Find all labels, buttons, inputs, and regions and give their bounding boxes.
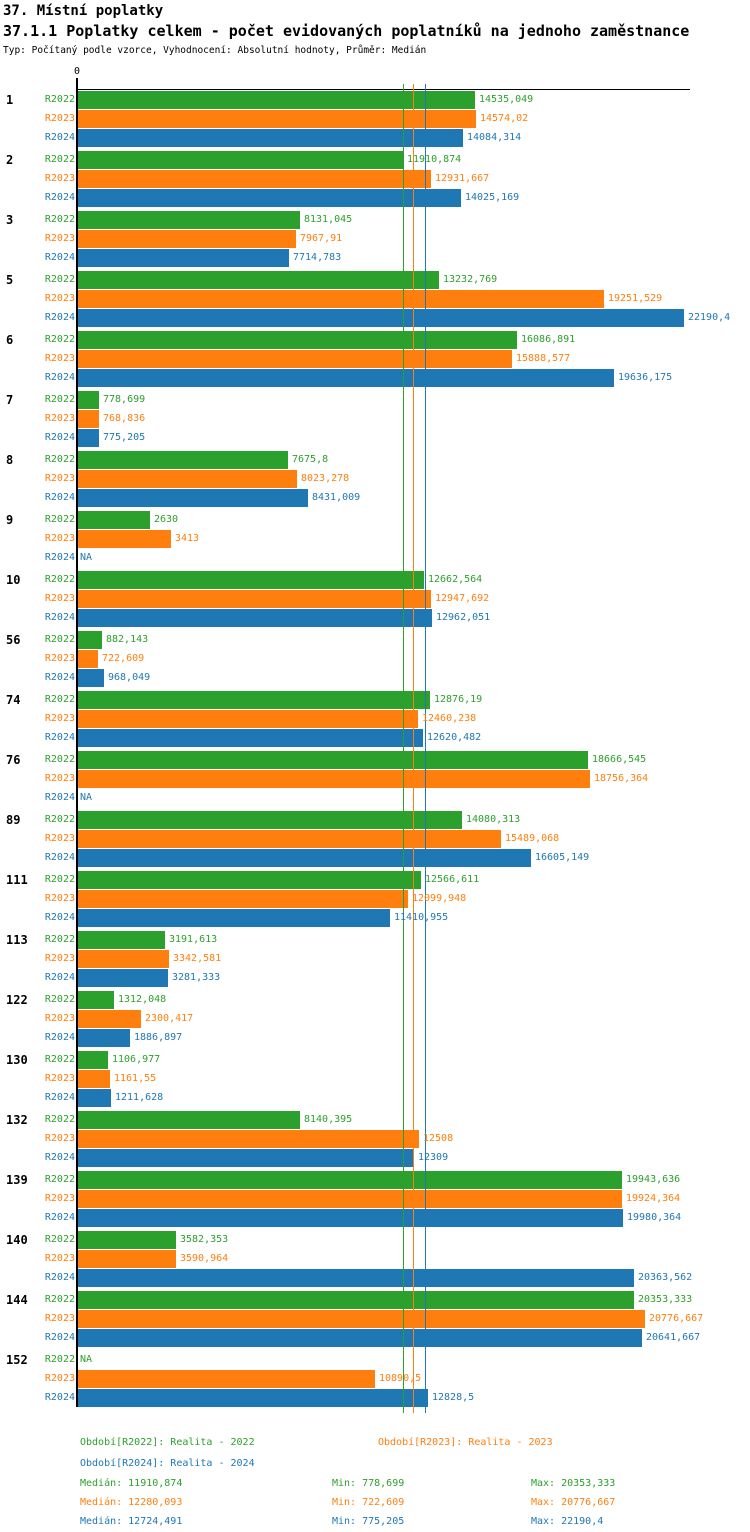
value-bar	[78, 729, 423, 747]
value-bar	[78, 871, 421, 889]
value-bar	[78, 129, 463, 147]
value-label: 2630	[154, 514, 179, 525]
series-row-label: R2024	[44, 372, 75, 383]
group-label: 139	[6, 1173, 28, 1187]
series-row-label: R2023	[44, 713, 75, 724]
group-label: 9	[6, 513, 14, 527]
value-label: 14025,169	[465, 192, 520, 203]
value-label: 19636,175	[618, 372, 673, 383]
series-row-label: R2022	[44, 1354, 75, 1365]
value-label: 18756,364	[594, 773, 649, 784]
page-title: 37. Místní poplatky	[3, 3, 164, 19]
value-bar	[78, 211, 300, 229]
value-label: 12828,5	[432, 1392, 475, 1403]
series-row-label: R2023	[44, 1013, 75, 1024]
legend-min-r2022: Min: 778,699	[332, 1478, 405, 1489]
value-bar	[78, 1370, 375, 1388]
series-row-label: R2022	[44, 874, 75, 885]
value-bar	[78, 571, 424, 589]
x-axis-line	[76, 89, 690, 90]
legend-median-r2022: Medián: 11910,874	[80, 1478, 183, 1489]
value-label: 768,836	[103, 413, 146, 424]
series-row-label: R2022	[44, 274, 75, 285]
series-row-label: R2024	[44, 1332, 75, 1343]
value-label: 3590,964	[180, 1253, 229, 1264]
value-bar	[78, 1231, 176, 1249]
value-label: 7967,91	[300, 233, 343, 244]
value-bar	[78, 410, 99, 428]
value-label: 12099,948	[412, 893, 467, 904]
chart-meta-line: Typ: Počítaný podle vzorce, Vyhodnocení: Absolutní hodnoty, Průměr: Medián	[3, 45, 427, 56]
series-row-label: R2023	[44, 353, 75, 364]
series-row-label: R2022	[44, 214, 75, 225]
group-label: 1	[6, 93, 14, 107]
series-row-label: R2023	[44, 413, 75, 424]
series-row-label: R2024	[44, 1152, 75, 1163]
value-bar	[78, 511, 150, 529]
series-row-label: R2022	[44, 1294, 75, 1305]
value-bar	[78, 1111, 300, 1129]
value-bar	[78, 1089, 111, 1107]
value-bar	[78, 849, 531, 867]
value-bar	[78, 230, 296, 248]
value-label: 12962,051	[436, 612, 491, 623]
value-label: 19924,364	[626, 1193, 681, 1204]
series-row-label: R2023	[44, 1073, 75, 1084]
series-row-label: R2022	[44, 754, 75, 765]
group-label: 10	[6, 573, 21, 587]
value-bar	[78, 350, 512, 368]
value-bar	[78, 249, 289, 267]
series-row-label: R2024	[44, 1092, 75, 1103]
value-bar	[78, 691, 430, 709]
value-label: 8023,278	[301, 473, 350, 484]
value-bar	[78, 331, 517, 349]
series-row-label: R2023	[44, 113, 75, 124]
series-row-label: R2022	[44, 574, 75, 585]
value-label: 12309	[418, 1152, 449, 1163]
value-bar	[78, 1209, 623, 1227]
series-row-label: R2023	[44, 953, 75, 964]
legend-period-r2023: Období[R2023]: Realita - 2023	[378, 1437, 553, 1448]
value-label: 14080,313	[466, 814, 521, 825]
value-label: 20776,667	[649, 1313, 704, 1324]
value-bar	[78, 811, 462, 829]
value-bar	[78, 590, 431, 608]
value-bar	[78, 650, 98, 668]
series-row-label: R2024	[44, 972, 75, 983]
value-bar	[78, 669, 104, 687]
value-bar	[78, 710, 418, 728]
value-label: 19251,529	[608, 293, 663, 304]
legend-median-r2024: Medián: 12724,491	[80, 1516, 183, 1527]
series-row-label: R2023	[44, 893, 75, 904]
value-bar	[78, 950, 169, 968]
series-row-label: R2024	[44, 132, 75, 143]
group-label: 152	[6, 1353, 28, 1367]
series-row-label: R2024	[44, 432, 75, 443]
value-label: 11410,955	[394, 912, 449, 923]
series-row-label: R2024	[44, 612, 75, 623]
value-bar	[78, 909, 390, 927]
value-bar	[78, 530, 171, 548]
series-row-label: R2022	[44, 1174, 75, 1185]
value-bar	[78, 1010, 141, 1028]
value-label: 12662,564	[428, 574, 483, 585]
value-label: 775,205	[103, 432, 146, 443]
chart-title: 37.1.1 Poplatky celkem - počet evidovaných poplatníků na jednoho zaměstnance	[3, 22, 690, 40]
x-axis-zero-label: 0	[73, 66, 81, 77]
legend-period-r2022: Období[R2022]: Realita - 2022	[80, 1437, 255, 1448]
group-label: 2	[6, 153, 14, 167]
legend-period-r2024: Období[R2024]: Realita - 2024	[80, 1458, 255, 1469]
series-row-label: R2022	[44, 154, 75, 165]
median-line-r2022	[403, 84, 404, 1413]
group-label: 113	[6, 933, 28, 947]
value-label: 14084,314	[467, 132, 522, 143]
value-bar	[78, 91, 475, 109]
series-row-label: R2023	[44, 533, 75, 544]
value-bar	[78, 751, 588, 769]
series-row-label: R2024	[44, 492, 75, 503]
series-row-label: R2022	[44, 1054, 75, 1065]
value-label: 11910,874	[407, 154, 462, 165]
value-bar	[78, 271, 439, 289]
value-label: 20353,333	[638, 1294, 693, 1305]
value-label: 8131,045	[304, 214, 353, 225]
series-row-label: R2023	[44, 473, 75, 484]
series-row-label: R2024	[44, 852, 75, 863]
series-row-label: R2022	[44, 94, 75, 105]
value-label: 16086,891	[521, 334, 576, 345]
value-bar	[78, 151, 403, 169]
series-row-label: R2024	[44, 672, 75, 683]
value-label: 19980,364	[627, 1212, 682, 1223]
series-row-label: R2022	[44, 514, 75, 525]
group-label: 130	[6, 1053, 28, 1067]
value-bar	[78, 489, 308, 507]
series-row-label: R2023	[44, 1373, 75, 1384]
value-label: 968,049	[108, 672, 151, 683]
series-row-label: R2023	[44, 173, 75, 184]
series-row-label: R2024	[44, 312, 75, 323]
group-label: 8	[6, 453, 14, 467]
series-row-label: R2022	[44, 934, 75, 945]
series-row-label: R2024	[44, 192, 75, 203]
value-label: 22190,4	[688, 312, 731, 323]
series-row-label: R2022	[44, 1114, 75, 1125]
value-bar	[78, 1389, 428, 1407]
value-bar	[78, 830, 501, 848]
value-label: 1211,628	[115, 1092, 164, 1103]
series-row-label: R2022	[44, 814, 75, 825]
median-line-r2024	[425, 84, 426, 1413]
series-row-label: R2022	[44, 454, 75, 465]
value-label: 12931,667	[435, 173, 490, 184]
value-bar	[78, 1051, 108, 1069]
series-row-label: R2024	[44, 732, 75, 743]
value-bar	[78, 1149, 414, 1167]
value-label: 2300,417	[145, 1013, 194, 1024]
value-label: 12876,19	[434, 694, 483, 705]
value-bar	[78, 470, 297, 488]
group-label: 111	[6, 873, 28, 887]
group-label: 6	[6, 333, 14, 347]
value-label: 12947,692	[435, 593, 490, 604]
value-bar	[78, 1130, 419, 1148]
series-row-label: R2023	[44, 773, 75, 784]
legend-max-r2022: Max: 20353,333	[531, 1478, 616, 1489]
value-bar	[78, 1250, 176, 1268]
value-label: 15489,068	[505, 833, 560, 844]
value-bar	[78, 429, 99, 447]
value-label: 8431,009	[312, 492, 361, 503]
series-row-label: R2023	[44, 1133, 75, 1144]
median-line-r2023	[413, 84, 414, 1413]
group-label: 132	[6, 1113, 28, 1127]
group-label: 56	[6, 633, 21, 647]
value-bar	[78, 369, 614, 387]
series-row-label: R2024	[44, 1032, 75, 1043]
group-label: 76	[6, 753, 21, 767]
value-bar	[78, 609, 432, 627]
group-label: 144	[6, 1293, 28, 1307]
na-label: NA	[80, 1354, 93, 1365]
group-label: 74	[6, 693, 21, 707]
value-label: 3342,581	[173, 953, 222, 964]
group-label: 5	[6, 273, 14, 287]
series-row-label: R2022	[44, 994, 75, 1005]
series-row-label: R2024	[44, 252, 75, 263]
value-label: 882,143	[106, 634, 149, 645]
series-row-label: R2022	[44, 694, 75, 705]
series-row-label: R2024	[44, 1212, 75, 1223]
value-bar	[78, 1029, 130, 1047]
value-label: 778,699	[103, 394, 146, 405]
value-bar	[78, 391, 99, 409]
value-label: 1106,977	[112, 1054, 161, 1065]
value-bar	[78, 890, 408, 908]
value-label: 1161,55	[114, 1073, 157, 1084]
value-bar	[78, 309, 684, 327]
series-row-label: R2024	[44, 912, 75, 923]
value-bar	[78, 969, 168, 987]
value-label: 722,609	[102, 653, 145, 664]
series-row-label: R2024	[44, 1392, 75, 1403]
series-row-label: R2022	[44, 634, 75, 645]
value-label: 7714,783	[293, 252, 342, 263]
legend-median-r2023: Medián: 12280,093	[80, 1497, 183, 1508]
group-label: 140	[6, 1233, 28, 1247]
group-label: 122	[6, 993, 28, 1007]
value-label: 15888,577	[516, 353, 571, 364]
value-label: 3582,353	[180, 1234, 229, 1245]
series-row-label: R2023	[44, 293, 75, 304]
series-row-label: R2022	[44, 1234, 75, 1245]
value-label: 1312,048	[118, 994, 167, 1005]
value-label: 20363,562	[638, 1272, 693, 1283]
value-label: 8140,395	[304, 1114, 353, 1125]
series-row-label: R2023	[44, 593, 75, 604]
value-bar	[78, 290, 604, 308]
na-label: NA	[80, 792, 93, 803]
value-label: 12460,238	[422, 713, 477, 724]
group-label: 3	[6, 213, 14, 227]
value-bar	[78, 1310, 645, 1328]
value-label: 3413	[175, 533, 200, 544]
value-label: 20641,667	[646, 1332, 701, 1343]
legend-min-r2023: Min: 722,609	[332, 1497, 405, 1508]
value-bar	[78, 1291, 634, 1309]
value-bar	[78, 770, 590, 788]
value-label: 16605,149	[535, 852, 590, 863]
series-row-label: R2023	[44, 1253, 75, 1264]
legend-max-r2024: Max: 22190,4	[531, 1516, 604, 1527]
value-bar	[78, 1190, 622, 1208]
value-label: 12508	[423, 1133, 454, 1144]
value-label: 18666,545	[592, 754, 647, 765]
value-label: 12566,611	[425, 874, 480, 885]
series-row-label: R2023	[44, 833, 75, 844]
series-row-label: R2023	[44, 1193, 75, 1204]
series-row-label: R2023	[44, 653, 75, 664]
series-row-label: R2024	[44, 552, 75, 563]
value-bar	[78, 1171, 622, 1189]
value-label: 14574,02	[480, 113, 529, 124]
value-label: 14535,049	[479, 94, 534, 105]
legend-min-r2024: Min: 775,205	[332, 1516, 405, 1527]
value-bar	[78, 1329, 642, 1347]
group-label: 7	[6, 393, 14, 407]
value-label: 3281,333	[172, 972, 221, 983]
series-row-label: R2024	[44, 1272, 75, 1283]
series-row-label: R2022	[44, 334, 75, 345]
value-bar	[78, 931, 165, 949]
value-label: 19943,636	[626, 1174, 681, 1185]
value-bar	[78, 451, 288, 469]
value-label: 1886,897	[134, 1032, 183, 1043]
group-label: 89	[6, 813, 21, 827]
value-bar	[78, 110, 476, 128]
series-row-label: R2023	[44, 233, 75, 244]
series-row-label: R2024	[44, 792, 75, 803]
series-row-label: R2023	[44, 1313, 75, 1324]
legend-max-r2023: Max: 20776,667	[531, 1497, 616, 1508]
value-label: 7675,8	[292, 454, 329, 465]
value-bar	[78, 991, 114, 1009]
value-bar	[78, 170, 431, 188]
na-label: NA	[80, 552, 93, 563]
value-label: 10890,5	[379, 1373, 422, 1384]
value-label: 12620,482	[427, 732, 482, 743]
value-label: 13232,769	[443, 274, 498, 285]
value-bar	[78, 631, 102, 649]
value-label: 3191,613	[169, 934, 218, 945]
series-row-label: R2022	[44, 394, 75, 405]
value-bar	[78, 1269, 634, 1287]
value-bar	[78, 1070, 110, 1088]
